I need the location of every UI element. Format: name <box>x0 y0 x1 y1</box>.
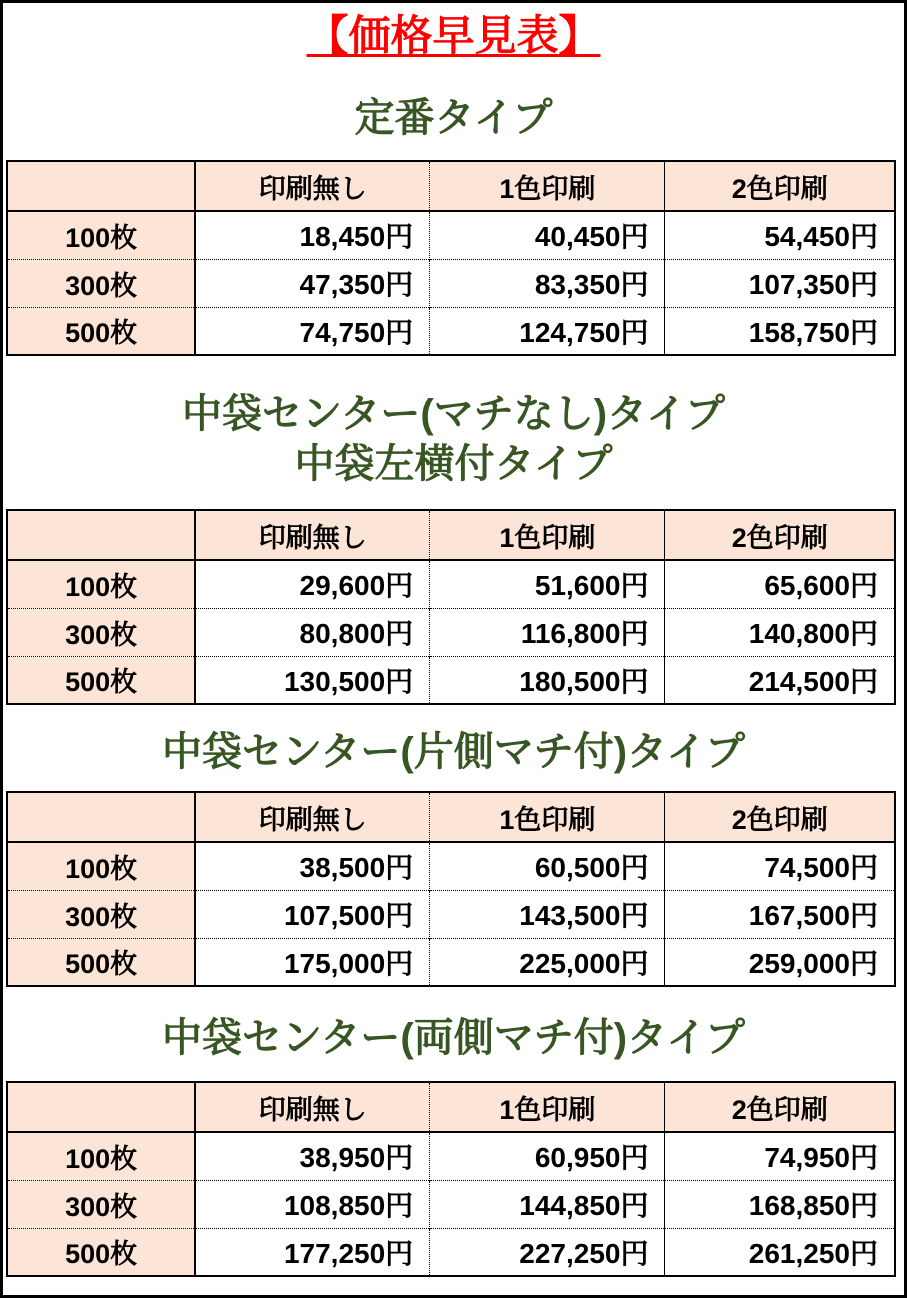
section-heading-text: 定番タイプ <box>354 96 553 140</box>
price-cell: 74,500円 <box>665 842 895 890</box>
corner-cell <box>7 792 195 842</box>
section-heading-text: 中袋センター(片側マチ付)タイプ <box>161 730 746 774</box>
section-heading-center-katagawa <box>3 705 904 791</box>
price-cell: 227,250円 <box>430 1228 665 1276</box>
col-header-no-print: 印刷無し <box>195 161 429 211</box>
price-cell: 124,750円 <box>430 307 665 355</box>
price-cell: 65,600円 <box>665 560 895 608</box>
price-cell: 140,800円 <box>665 608 895 656</box>
price-cell: 168,850円 <box>665 1180 895 1228</box>
price-table-center-ryogawa <box>6 1081 896 1277</box>
price-cell: 60,500円 <box>430 842 665 890</box>
col-header-2color: 2色印刷 <box>665 792 895 842</box>
table-row <box>7 1132 895 1180</box>
price-table-teiban <box>6 160 896 356</box>
section-heading-teiban <box>3 62 904 160</box>
price-cell: 225,000円 <box>430 938 665 986</box>
row-label: 100枚 <box>7 211 195 259</box>
table-row <box>7 608 895 656</box>
price-cell: 74,950円 <box>665 1132 895 1180</box>
title-block <box>3 3 904 62</box>
corner-cell <box>7 1082 195 1132</box>
table-row <box>7 890 895 938</box>
table-row <box>7 656 895 704</box>
col-header-1color: 1色印刷 <box>430 161 665 211</box>
section-heading-text: 中袋センター(両側マチ付)タイプ <box>161 1016 746 1060</box>
price-cell: 107,500円 <box>195 890 429 938</box>
row-label: 300枚 <box>7 608 195 656</box>
col-header-2color: 2色印刷 <box>665 510 895 560</box>
price-cell: 108,850円 <box>195 1180 429 1228</box>
price-cell: 38,950円 <box>195 1132 429 1180</box>
price-cell: 167,500円 <box>665 890 895 938</box>
price-cell: 54,450円 <box>665 211 895 259</box>
header-row <box>7 161 895 211</box>
price-cell: 214,500円 <box>665 656 895 704</box>
header-row <box>7 510 895 560</box>
row-label: 500枚 <box>7 938 195 986</box>
price-cell: 47,350円 <box>195 259 429 307</box>
col-header-2color: 2色印刷 <box>665 161 895 211</box>
row-label: 100枚 <box>7 1132 195 1180</box>
price-cell: 116,800円 <box>430 608 665 656</box>
row-label: 300枚 <box>7 890 195 938</box>
row-label: 100枚 <box>7 560 195 608</box>
col-header-no-print: 印刷無し <box>195 1082 429 1132</box>
price-cell: 143,500円 <box>430 890 665 938</box>
col-header-1color: 1色印刷 <box>430 792 665 842</box>
section-heading-center-ryogawa <box>3 987 904 1081</box>
price-cell: 144,850円 <box>430 1180 665 1228</box>
row-label: 500枚 <box>7 1228 195 1276</box>
price-cell: 261,250円 <box>665 1228 895 1276</box>
table-row <box>7 1228 895 1276</box>
price-cell: 40,450円 <box>430 211 665 259</box>
header-row <box>7 792 895 842</box>
price-cell: 29,600円 <box>195 560 429 608</box>
price-cell: 130,500円 <box>195 656 429 704</box>
price-cell: 74,750円 <box>195 307 429 355</box>
row-label: 500枚 <box>7 307 195 355</box>
col-header-no-print: 印刷無し <box>195 510 429 560</box>
price-cell: 177,250円 <box>195 1228 429 1276</box>
corner-cell <box>7 161 195 211</box>
price-cell: 158,750円 <box>665 307 895 355</box>
price-cell: 38,500円 <box>195 842 429 890</box>
row-label: 100枚 <box>7 842 195 890</box>
col-header-no-print: 印刷無し <box>195 792 429 842</box>
price-cell: 18,450円 <box>195 211 429 259</box>
table-row <box>7 842 895 890</box>
section-heading-text-line2: 中袋左横付タイプ <box>294 442 613 486</box>
table-row <box>7 307 895 355</box>
col-header-1color: 1色印刷 <box>430 1082 665 1132</box>
row-label: 300枚 <box>7 259 195 307</box>
price-cell: 60,950円 <box>430 1132 665 1180</box>
col-header-2color: 2色印刷 <box>665 1082 895 1132</box>
row-label: 500枚 <box>7 656 195 704</box>
table-row <box>7 560 895 608</box>
price-cell: 51,600円 <box>430 560 665 608</box>
table-row <box>7 1180 895 1228</box>
price-cell: 83,350円 <box>430 259 665 307</box>
col-header-1color: 1色印刷 <box>430 510 665 560</box>
price-cell: 175,000円 <box>195 938 429 986</box>
section-heading-text: 中袋センター(マチなし)タイプ <box>181 392 726 436</box>
table-row <box>7 938 895 986</box>
price-cell: 259,000円 <box>665 938 895 986</box>
page-title: 【価格早見表】 <box>306 12 601 59</box>
corner-cell <box>7 510 195 560</box>
price-cell: 107,350円 <box>665 259 895 307</box>
row-label: 300枚 <box>7 1180 195 1228</box>
header-row <box>7 1082 895 1132</box>
table-row <box>7 259 895 307</box>
table-row <box>7 211 895 259</box>
price-cell: 80,800円 <box>195 608 429 656</box>
price-table-center-katagawa <box>6 791 896 987</box>
price-cell: 180,500円 <box>430 656 665 704</box>
price-table-center-machinashi <box>6 509 896 705</box>
section-heading-center-machinashi <box>3 356 904 509</box>
